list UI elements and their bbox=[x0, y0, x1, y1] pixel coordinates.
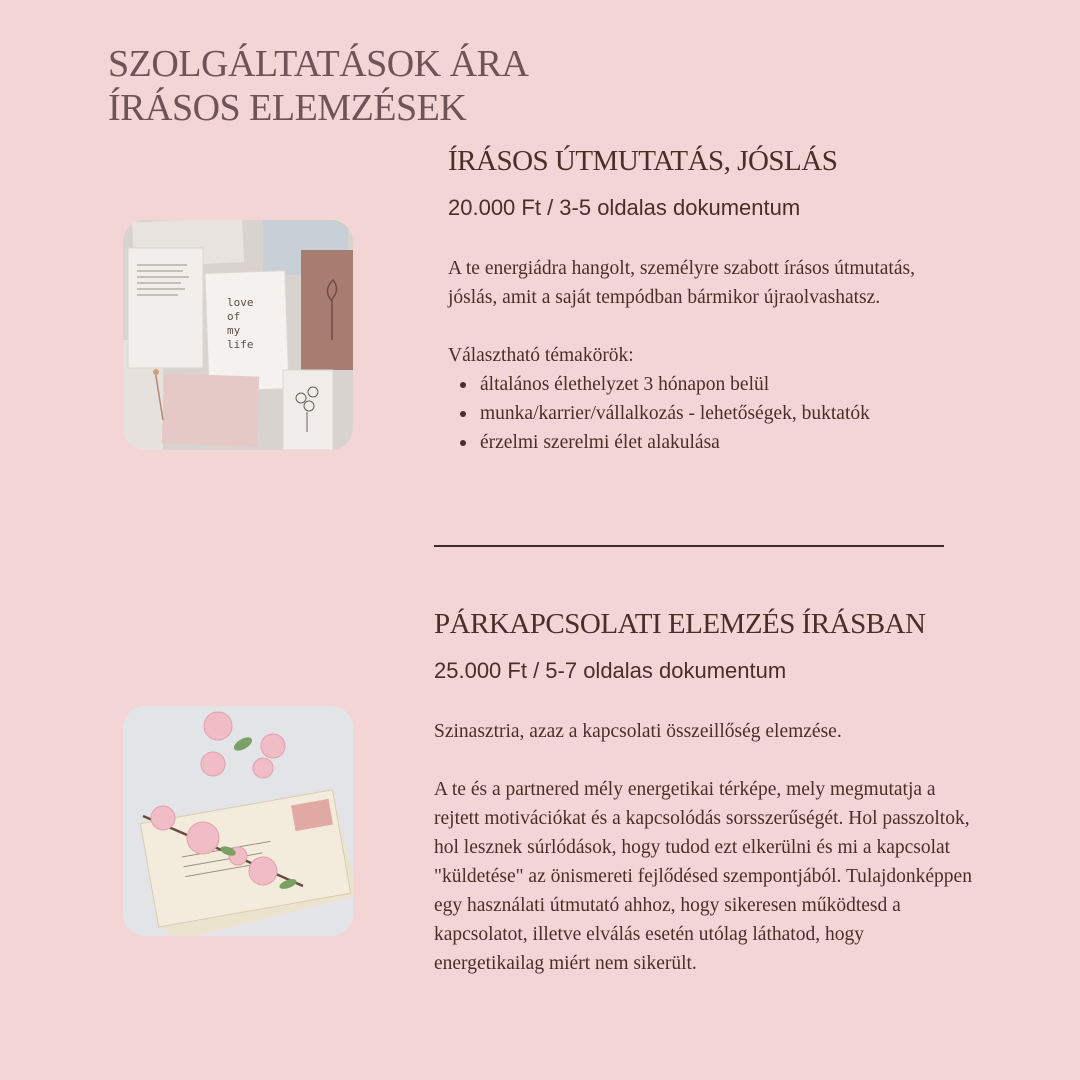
heading-line-2: ÍRÁSOS ELEMZÉSEK bbox=[108, 87, 467, 129]
section1-price: 20.000 Ft / 3-5 oldalas dokumentum bbox=[448, 195, 801, 220]
list-item: érzelmi szerelmi élet alakulása bbox=[480, 428, 968, 457]
section1-title: ÍRÁSOS ÚTMUTATÁS, JÓSLÁS bbox=[448, 145, 838, 177]
card-text: love bbox=[227, 296, 254, 309]
heading-line-1: SZOLGÁLTATÁSOK ÁRA bbox=[108, 43, 529, 85]
card-text: life bbox=[227, 338, 254, 351]
section-divider bbox=[434, 545, 944, 547]
page-heading bbox=[108, 42, 528, 130]
section1-topics-list bbox=[448, 370, 968, 457]
section1-description: A te energiádra hangolt, személyre szabott írásos útmutatás, jóslás, amit a saját tempódban bármikor újraolvashatsz. bbox=[448, 258, 915, 308]
section2-body bbox=[434, 717, 974, 978]
card-text: my bbox=[227, 324, 241, 337]
section2-title: PÁRKAPCSOLATI ELEMZÉS ÍRÁSBAN bbox=[434, 608, 926, 640]
section2-description: A te és a partnered mély energetikai térképe, mely megmutatja a rejtett motivációkat és a kapcsolódás sorsszerűségét. Hol passzoltok, hol lesznek súrlódások, hogy tudod ezt elkerülni és mi a kapcsolat "küldetése" az önismereti fejlődésed szempontjából. Tulajdonképpen egy használati útmutató ahhoz, hogy sikeresen működtesd a kapcsolatot, illetve elválás esetén utólag láthatod, hogy energetikailag miért nem sikerült. bbox=[434, 779, 972, 974]
section2-intro: Szinasztria, azaz a kapcsolati összeillőség elemzése. bbox=[434, 721, 842, 742]
section1-topics-label: Választható témakörök: bbox=[448, 345, 634, 366]
list-item: munka/karrier/vállalkozás - lehetőségek, buktatók bbox=[480, 399, 968, 428]
card-text: of bbox=[227, 310, 241, 323]
list-item: általános élethelyzet 3 hónapon belül bbox=[480, 370, 968, 399]
section2-price: 25.000 Ft / 5-7 oldalas dokumentum bbox=[434, 658, 787, 683]
letters-and-blossoms-photo bbox=[123, 706, 353, 936]
paper-cards-photo bbox=[123, 220, 353, 450]
section1-body bbox=[448, 254, 968, 457]
